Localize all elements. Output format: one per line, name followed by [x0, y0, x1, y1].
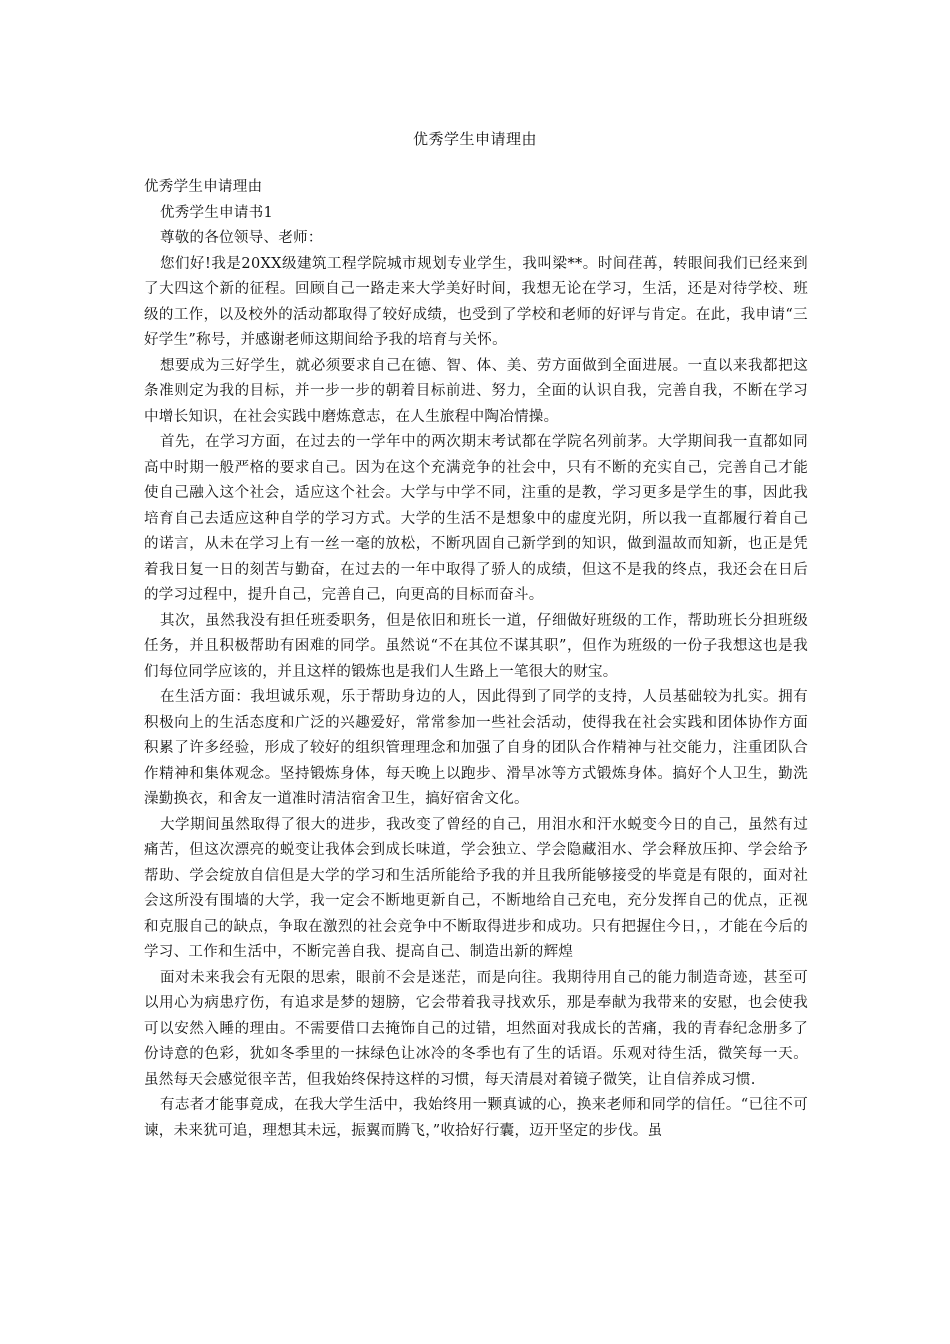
paragraph: 有志者才能事竟成，在我大学生活中，我始终用一颗真诚的心，换来老师和同学的信任。“已往不可谏，未来犹可追，理想其未远，振翼而腾飞，”收拾好行囊，迈开坚定的步伐。虽	[144, 1097, 808, 1139]
document-body	[144, 175, 808, 1144]
paragraph: 其次，虽然我没有担任班委职务，但是依旧和班长一道，仔细做好班级的工作，帮助班长分担班级任务，并且积极帮助有困难的同学。虽然说“不在其位不谋其职”，但作为班级的一份子我想这也是我们每位同学应该的，并且这样的锻炼也是我们人生路上一笔很大的财宝。	[144, 612, 808, 680]
paragraph: 您们好!我是20XX级建筑工程学院城市规划专业学生，我叫梁**。时间荏苒，转眼间我们已经来到了大四这个新的征程。回顾自己一路走来大学美好时间，我想无论在学习，生活，还是对待学校、班级的工作，以及校外的活动都取得了较好成绩，也受到了学校和老师的好评与肯定。在此，我申请“三好学生”称号，并感谢老师这期间给予我的培育与关怀。	[144, 255, 808, 348]
paragraph: 想要成为三好学生，就必须要求自己在德、智、体、美、劳方面做到全面进展。一直以来我都把这条准则定为我的目标，并一步一步的朝着目标前进、努力，全面的认识自我，完善自我，不断在学习中增长知识，在社会实践中磨炼意志，在人生旅程中陶冶情操。	[144, 357, 808, 425]
salutation: 尊敬的各位领导、老师：	[159, 230, 323, 246]
paragraph: 大学期间虽然取得了很大的进步，我改变了曾经的自己，用泪水和汗水蜕变今日的自己，虽然有过痛苦，但这次漂亮的蜕变让我体会到成长味道，学会独立、学会隐藏泪水、学会释放压抑、学会给予帮助、学会绽放自信但是大学的学习和生活所能给予我的并且我所能够接受的毕竟是有限的，面对社会这所没有围墙的大学，我一定会不断地更新自己，不断地给自己充电，充分发挥自己的优点，正视和克服自己的缺点，争取在激烈的社会竞争中不断取得进步和成功。只有把握住今日，，才能在今后的学习、工作和生活中，不断完善自我、提高自己、制造出新的辉煌	[144, 816, 808, 960]
paragraph: 在生活方面：我坦诚乐观，乐于帮助身边的人，因此得到了同学的支持，人员基础较为扎实。拥有积极向上的生活态度和广泛的兴趣爱好，常常参加一些社会活动，使得我在社会实践和团体协作方面积累了许多经验，形成了较好的组织管理理念和加强了自身的团队合作精神与社交能力，注重团队合作精神和集体观念。坚持锻炼身体，每天晚上以跑步、滑旱冰等方式锻炼身体。搞好个人卫生，勤洗澡勤换衣，和舍友一道准时清洁宿舍卫生，搞好宿舍文化。	[144, 689, 808, 807]
paragraph: 首先，在学习方面，在过去的一学年中的两次期末考试都在学院名列前茅。大学期间我一直都如同高中时期一般严格的要求自己。因为在这个充满竞争的社会中，只有不断的充实自己，完善自己才能使自己融入这个社会，适应这个社会。大学与中学不同，注重的是教，学习更多是学生的事，因此我培育自己去适应这种自学的学习方式。大学的生活不是想象中的虚度光阴，所以我一直都履行着自己的诺言，从未在学习上有一丝一毫的放松，不断巩固自己新学到的知识，做到温故而知新，也正是凭着我日复一日的刻苦与勤奋，在过去的一年中取得了骄人的成绩，但这不是我的终点，我还会在日后的学习过程中，提升自己，完善自己，向更高的目标而奋斗。	[144, 434, 808, 603]
document-title: 优秀学生申请理由	[412, 130, 537, 148]
paragraph: 面对未来我会有无限的思索，眼前不会是迷茫，而是向往。我期待用自己的能力制造奇迹，甚至可以用心为病患疗伤，有追求是梦的翅膀，它会带着我寻找欢乐，那是奉献为我带来的安慰，也会使我可以安然入睡的理由。不需要借口去掩饰自己的过错，坦然面对我成长的苦痛，我的青春纪念册多了份诗意的色彩，犹如冬季里的一抹绿色让冰冷的冬季也有了生的话语。乐观对待生活，微笑每一天。虽然每天会感觉很辛苦，但我始终保持这样的习惯，每天清晨对着镜子微笑，让自信养成习惯.	[144, 969, 808, 1088]
body-subheading: 优秀学生申请书1	[159, 204, 274, 221]
body-heading: 优秀学生申请理由	[144, 179, 263, 195]
